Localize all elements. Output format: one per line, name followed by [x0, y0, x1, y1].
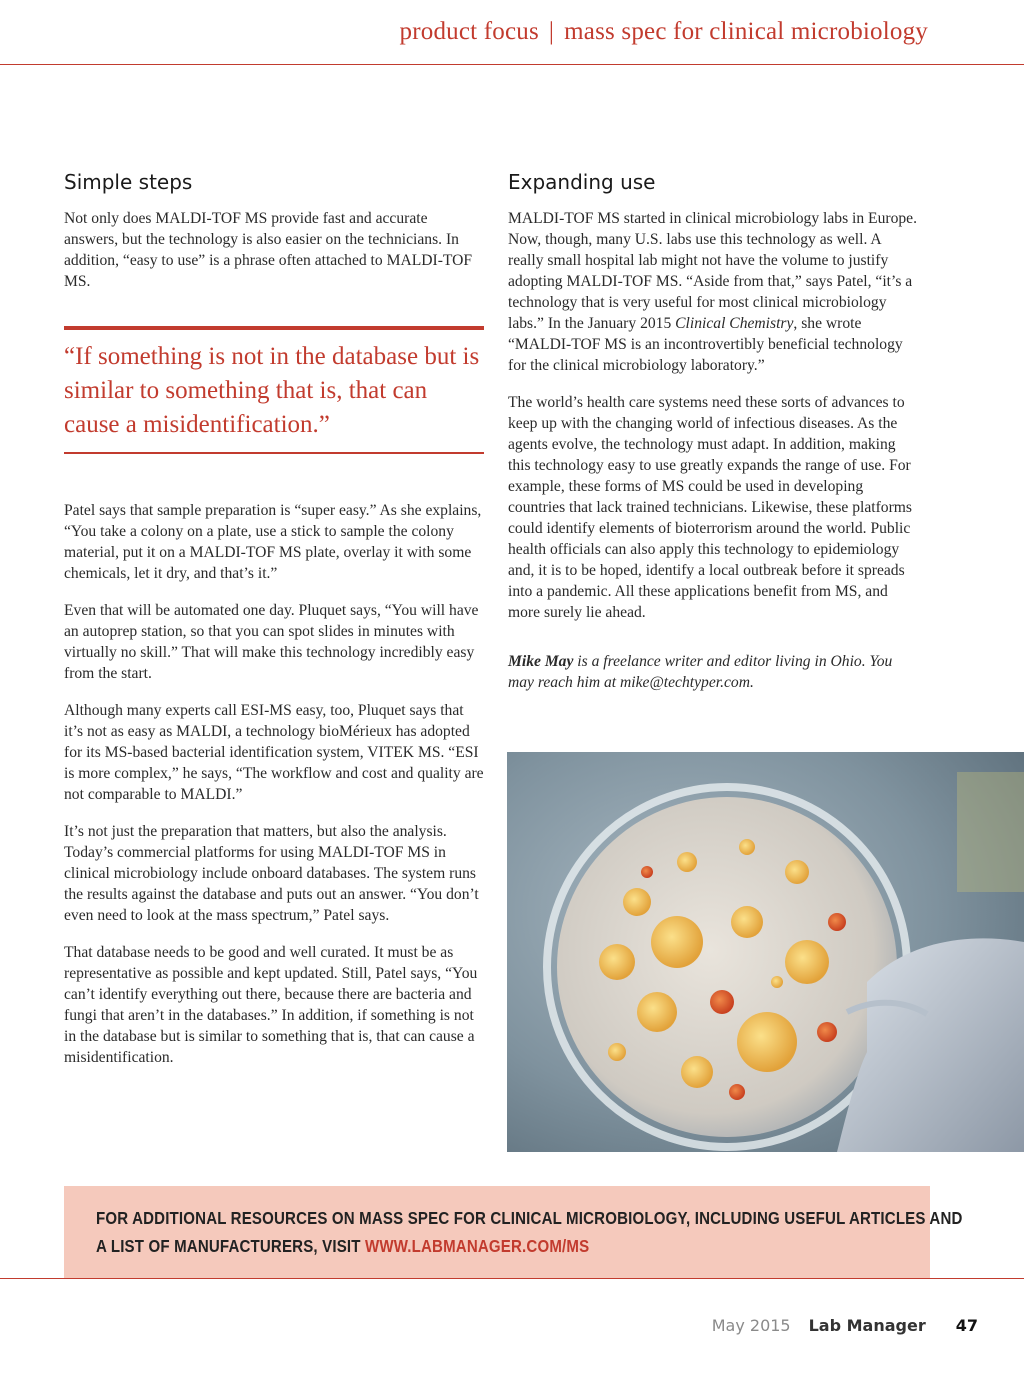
- running-head: [400, 18, 928, 46]
- magazine-name: Lab Manager: [808, 1316, 926, 1335]
- petri-dish-illustration: [507, 752, 1024, 1152]
- section-label: product focus: [399, 18, 539, 45]
- resources-line-2: [96, 1236, 589, 1257]
- petri-dish-photo: [507, 752, 1024, 1152]
- author-byline: [508, 651, 918, 693]
- page-number: 47: [955, 1316, 978, 1335]
- author-bio: is a freelance writer and editor living in Ohio. You may reach him at mike@techtyper.com.: [508, 653, 893, 691]
- left-column: [64, 170, 484, 1084]
- body-paragraph: Patel says that sample preparation is “super easy.” As she explains, “You take a colony on a plate, use a stick to sample the colony material, put it on a MALDI-TOF MS plate, overlay it with some chemicals, let it dry, and that’s it.”: [64, 502, 482, 582]
- pull-quote: “If something is not in the database but is similar to something that is, that can cause a misidentification.”: [64, 326, 484, 454]
- additional-resources-box: [64, 1186, 963, 1278]
- resources-link[interactable]: WWW.LABMANAGER.COM/MS: [364, 1236, 590, 1256]
- issue-date: May 2015: [711, 1316, 791, 1335]
- body-paragraph: That database needs to be good and well curated. It must be as representative as possible and kept updated. Still, Patel says, “You can’t identify everything out there, because there are bacteria and fungi that aren’t in the databases.” In addition, if something is not in the database but is similar to something that is, that can cause a misidentification.: [64, 944, 478, 1066]
- resources-text: A LIST OF MANUFACTURERS, VISIT: [96, 1236, 365, 1256]
- body-paragraph: Even that will be automated one day. Pluquet says, “You will have an autoprep station, so that you can spot slides in minutes with virtually no skill.” That will make this technology incredibly easy from the start.: [64, 602, 479, 682]
- page-footer: [712, 1316, 978, 1336]
- section-heading-simple-steps: Simple steps: [64, 170, 193, 194]
- text-run: MALDI-TOF MS started in clinical microbiology labs in Europe. Now, though, many U.S. labs use this technology as well. A really small hospital lab might not have the volume to justify adopting MALDI-TOF MS. “Aside from that,” says Patel, “it’s a technology that is very useful for most clinical microbiology labs.” In the January 2015: [508, 210, 917, 332]
- author-name: Mike May: [508, 653, 574, 670]
- resources-line-1: FOR ADDITIONAL RESOURCES ON MASS SPEC FOR CLINICAL MICROBIOLOGY, INCLUDING USEFUL ARTICLES AND: [96, 1208, 963, 1228]
- right-column: [508, 170, 918, 693]
- intro-paragraph: Not only does MALDI-TOF MS provide fast and accurate answers, but the technology is also easier on the technicians. In addition, “easy to use” is a phrase often attached to MALDI-TOF MS.: [64, 210, 473, 290]
- footer-rule: [0, 1278, 1024, 1279]
- text-run: , she wrote “MALDI-TOF MS is an incontrovertibly beneficial technology for the clinical microbiology laboratory.”: [508, 315, 903, 374]
- body-paragraph: [508, 208, 918, 376]
- body-paragraph: Although many experts call ESI-MS easy, too, Pluquet says that it’s not as easy as MALDI, a technology bioMérieux has adopted for its MS-based bacterial identification system, VITEK MS. “ESI is more complex,” he says, “The workflow and cost and quality are not comparable to MALDI.”: [64, 702, 484, 803]
- topic-label: mass spec for clinical microbiology: [564, 18, 928, 45]
- header-separator: |: [548, 18, 555, 45]
- body-paragraph: The world’s health care systems need these sorts of advances to keep up with the changing world of infectious diseases. As the agents evolve, the technology must adapt. In addition, making this technology easy to use greatly expands the range of use. For example, these forms of MS could be used in developing countries that lack trained technicians. Likewise, these platforms could identify elements of bioterrorism around the world. Public health officials can also apply this technology to epidemiology and, it is to be hoped, identify a local outbreak before it spreads into a pandemic. All these applications benefit from MS, and more surely lie ahead.: [508, 394, 912, 621]
- journal-title: Clinical Chemistry: [675, 315, 794, 332]
- body-paragraph: It’s not just the preparation that matters, but also the analysis. Today’s commercial platforms for using MALDI-TOF MS in clinical microbiology include onboard databases. The system runs the results against the database and puts out an answer. “You don’t even need to look at the mass spectrum,” Patel says.: [64, 823, 479, 924]
- section-heading-expanding-use: Expanding use: [508, 170, 656, 194]
- page-header: [0, 0, 1024, 65]
